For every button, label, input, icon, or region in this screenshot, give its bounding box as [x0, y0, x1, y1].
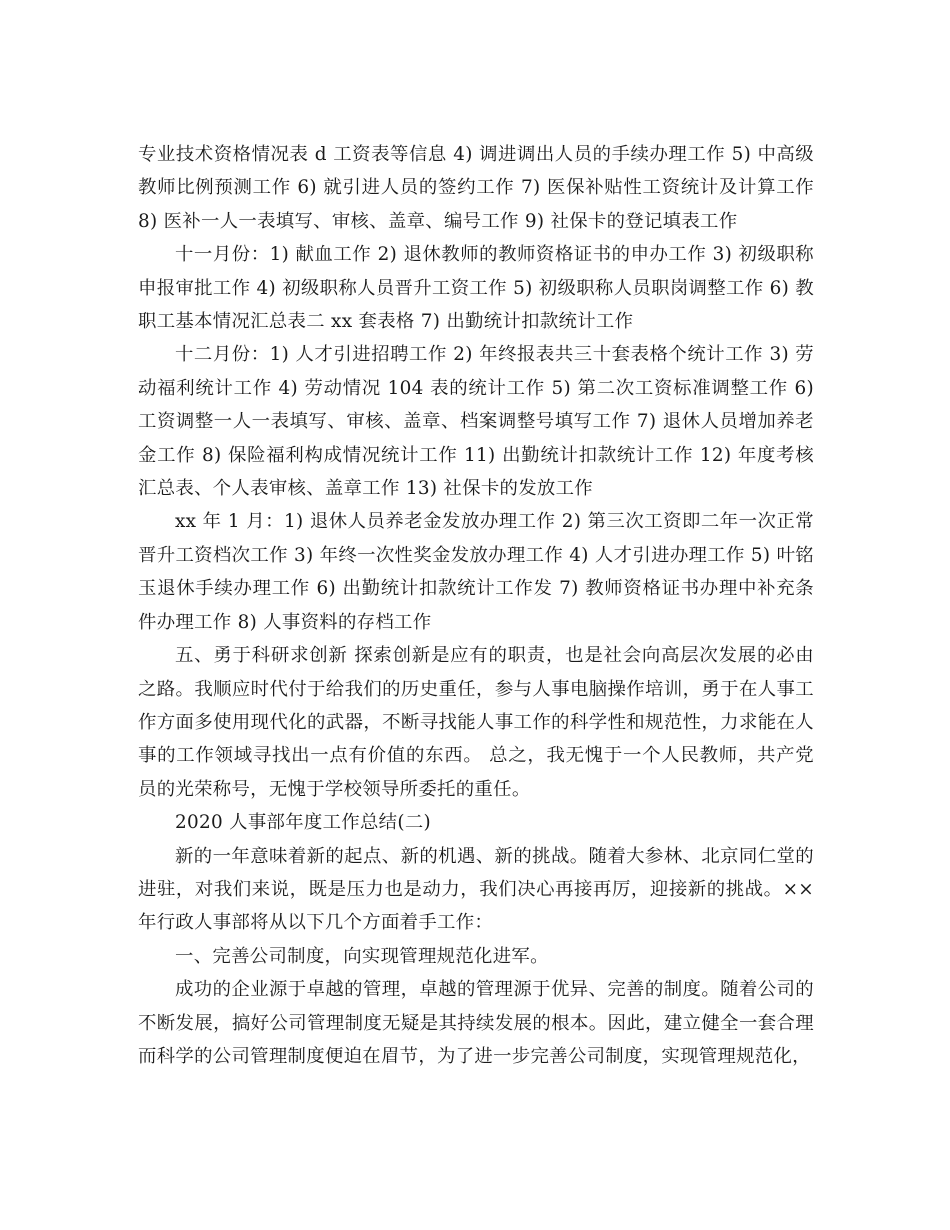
paragraph-3: 十二月份：1) 人才引进招聘工作 2) 年终报表共三十套表格个统计工作 3) 劳动福利统计工作 4) 劳动情况 104 表的统计工作 5) 第二次工资标准调整工作 6) 工资调整一人一表填写、审核、盖章、档案调整号填写工作 7) 退休人员增加养老金工作 8) 保险福利构成情况统计工作 11) 出勤统计扣款统计工作 12) 年度考核汇总表、个人表审核、盖章工作 13) 社保卡的发放工作 — [138, 344, 814, 500]
paragraph-4: xx 年 1 月：1) 退休人员养老金发放办理工作 2) 第三次工资即二年一次正常晋升工资档次工作 3) 年终一次性奖金发放办理工作 4) 人才引进办理工作 5) 叶铭玉退休手续办理工作 6) 出勤统计扣款统计工作发 7) 教师资格证书办理中补充条件办理工作 8) 人事资料的存档工作 — [138, 511, 814, 633]
paragraph-5: 五、勇于科研求创新 探索创新是应有的职责，也是社会向高层次发展的必由之路。我顺应时代付于给我们的历史重任，参与人事电脑操作培训，勇于在人事工作方面多使用现代化的武器，不断寻找能人事工作的科学性和规范性，力求能在人事的工作领域寻找出一点有价值的东西。 总之，我无愧于一个人民教师，共产党员的光荣称号，无愧于学校领导所委托的重任。 — [138, 645, 814, 800]
paragraph-1: 专业技术资格情况表 d 工资表等信息 4) 调进调出人员的手续办理工作 5) 中高级教师比例预测工作 6) 就引进人员的签约工作 7) 医保补贴性工资统计及计算工作 8) 医补一人一表填写、审核、盖章、编号工作 9) 社保卡的登记填表工作 — [138, 144, 814, 232]
paragraph-9: 成功的企业源于卓越的管理，卓越的管理源于优异、完善的制度。随着公司的不断发展，搞好公司管理制度无疑是其持续发展的根本。因此，建立健全一套合理而科学的公司管理制度便迫在眉节，为了进一步完善公司制度，实现管理规范化， — [138, 979, 814, 1067]
document-body — [138, 138, 814, 1073]
paragraph-2: 十一月份：1) 献血工作 2) 退休教师的教师资格证书的申办工作 3) 初级职称申报审批工作 4) 初级职称人员晋升工资工作 5) 初级职称人员职岗调整工作 6) 教职工基本情况汇总表二 xx 套表格 7) 出勤统计扣款统计工作 — [138, 244, 814, 333]
section-title: 2020 人事部年度工作总结(二) — [175, 812, 432, 834]
heading-1: 一、完善公司制度，向实现管理规范化进军。 — [175, 945, 549, 967]
paragraph-7: 新的一年意味着新的起点、新的机遇、新的挑战。随着大参林、北京同仁堂的进驻，对我们来说，既是压力也是动力，我们决心再接再厉，迎接新的挑战。××年行政人事部将从以下几个方面着手工作： — [138, 845, 814, 934]
